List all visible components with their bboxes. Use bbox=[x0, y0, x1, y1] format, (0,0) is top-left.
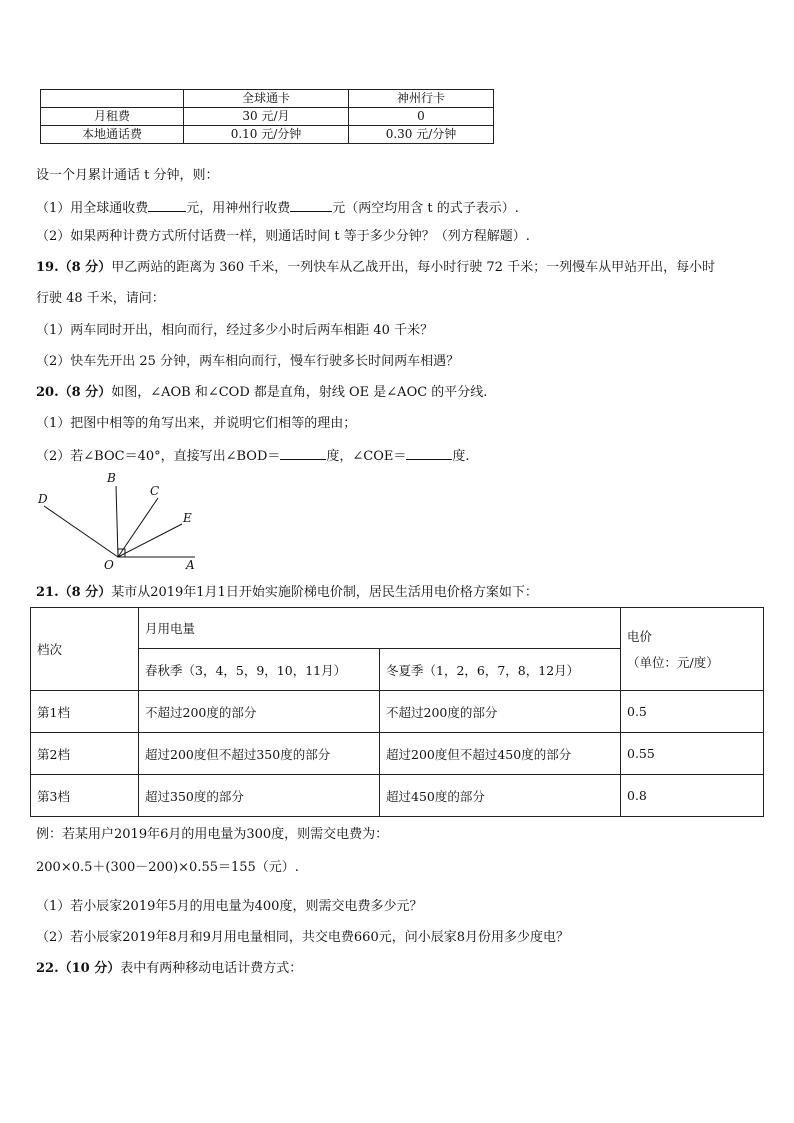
label-d: D bbox=[38, 492, 48, 506]
answer-blank bbox=[280, 445, 326, 460]
ray-oe bbox=[118, 524, 182, 557]
q21-formula: 200×0.5＋(300－200)×0.55＝155（元）. bbox=[36, 860, 299, 875]
table-cell: 全球通卡 bbox=[184, 90, 349, 108]
answer-blank bbox=[406, 445, 452, 460]
table-cell: 电价 （单位：元/度） bbox=[621, 608, 764, 691]
phone-plan-table bbox=[40, 89, 494, 144]
table-cell: 神州行卡 bbox=[349, 90, 494, 108]
q21-stem: 21.（8 分）某市从2019年1月1日开始实施阶梯电价制，居民生活用电价格方案如下： bbox=[36, 585, 538, 600]
table-cell: 超过200度但不超过350度的部分 bbox=[139, 733, 380, 775]
table-cell: 0 bbox=[349, 108, 494, 126]
q22-stem: 22.（10 分）表中有两种移动电话计费方式： bbox=[36, 961, 303, 976]
table-cell: 0.5 bbox=[621, 691, 764, 733]
answer-blank bbox=[148, 197, 186, 212]
table-cell bbox=[41, 90, 184, 108]
table-cell: 超过450度的部分 bbox=[380, 775, 621, 817]
label-b: B bbox=[107, 471, 116, 485]
q20-part2: （2）若∠BOC＝40°，直接写出∠BOD＝ 度，∠COE＝ 度. bbox=[36, 445, 470, 467]
table-cell: 0.30 元/分钟 bbox=[349, 126, 494, 144]
table-cell: 冬夏季（1，2，6，7，8，12月） bbox=[380, 649, 621, 691]
table-cell: 超过200度但不超过450度的部分 bbox=[380, 733, 621, 775]
label-o: O bbox=[104, 558, 114, 572]
label-a: A bbox=[186, 558, 195, 572]
q18-part2: （2）如果两种计费方式所付话费一样，则通话时间 t 等于多少分钟？（列方程解题）. bbox=[36, 229, 530, 244]
table-row bbox=[41, 108, 494, 126]
table-cell: 0.10 元/分钟 bbox=[184, 126, 349, 144]
table-cell: 月用电量 bbox=[139, 608, 621, 649]
answer-blank bbox=[290, 197, 332, 212]
q18-intro: 设一个月累计通话 t 分钟，则： bbox=[36, 168, 219, 183]
table-cell: 0.8 bbox=[621, 775, 764, 817]
table-row bbox=[41, 90, 494, 108]
table-cell: 月租费 bbox=[41, 108, 184, 126]
table-row bbox=[31, 608, 764, 649]
table-row bbox=[41, 126, 494, 144]
ray-ob bbox=[116, 486, 118, 557]
table-cell: 第1档 bbox=[31, 691, 139, 733]
table-cell: 第2档 bbox=[31, 733, 139, 775]
table-cell: 本地通话费 bbox=[41, 126, 184, 144]
q19-stem-cont: 行驶 48 千米，请问： bbox=[36, 291, 165, 306]
table-cell: 0.55 bbox=[621, 733, 764, 775]
q21-part2: （2）若小辰家2019年8月和9月用电量相同，共交电费660元，问小辰家8月份用多少度电？ bbox=[36, 930, 569, 945]
table-cell: 不超过200度的部分 bbox=[380, 691, 621, 733]
q19-stem: 19.（8 分）甲乙两站的距离为 360 千米，一列快车从乙战开出，每小时行驶 72 千米；一列慢车从甲站开出，每小时 bbox=[36, 260, 716, 275]
q21-part1: （1）若小辰家2019年5月的用电量为400度，则需交电费多少元？ bbox=[36, 899, 423, 914]
q20-stem: 20.（8 分）如图，∠AOB 和∠COD 都是直角，射线 OE 是∠AOC 的平分线. bbox=[36, 385, 488, 400]
q19-part1: （1）两车同时开出，相向而行，经过多少小时后两车相距 40 千米？ bbox=[36, 323, 434, 338]
table-row bbox=[31, 733, 764, 775]
q19-part2: （2）快车先开出 25 分钟，两车相向而行，慢车行驶多长时间两车相遇？ bbox=[36, 354, 460, 369]
angle-figure bbox=[30, 468, 210, 574]
table-cell: 档次 bbox=[31, 608, 139, 691]
table-cell: 春秋季（3，4，5，9，10，11月） bbox=[139, 649, 380, 691]
label-c: C bbox=[150, 484, 160, 498]
q18-part1: （1）用全球通收费 元，用神州行收费 元（两空均用含 t 的式子表示）. bbox=[36, 197, 519, 219]
electricity-price-table bbox=[30, 607, 764, 817]
q20-part1: （1）把图中相等的角写出来，并说明它们相等的理由； bbox=[36, 416, 357, 431]
table-cell: 超过350度的部分 bbox=[139, 775, 380, 817]
ray-od bbox=[44, 506, 118, 557]
ray-oc bbox=[118, 498, 158, 557]
label-e: E bbox=[183, 511, 192, 525]
table-cell: 第3档 bbox=[31, 775, 139, 817]
table-cell: 30 元/月 bbox=[184, 108, 349, 126]
table-cell: 不超过200度的部分 bbox=[139, 691, 380, 733]
q21-example: 例：若某用户2019年6月的用电量为300度，则需交电费为： bbox=[36, 827, 389, 842]
table-row bbox=[31, 691, 764, 733]
table-row bbox=[31, 775, 764, 817]
